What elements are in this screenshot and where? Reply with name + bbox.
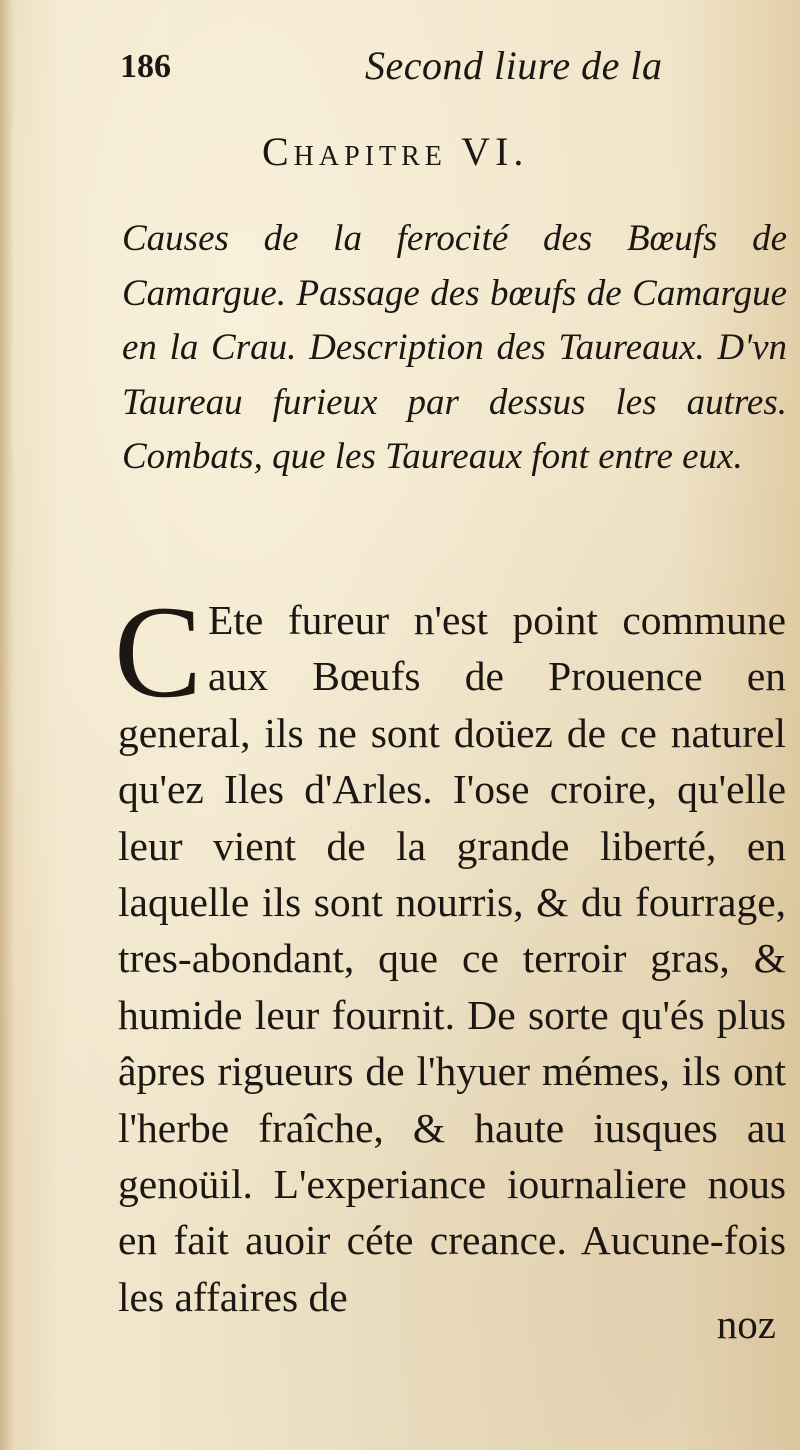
- body-text: Ete fureur n'est point commune aux Bœufs de Prouence en general, ils ne sont doüez de ce naturel qu'ez Iles d'Arles. I'ose croire, qu'elle leur vient de la grande liberté, en laquelle ils sont nourris, & du fourrage, tres-abondant, que ce terroir gras, & humide leur fournit. De sorte qu'és plus âpres rigueurs de l'hyuer mémes, ils ont l'herbe fraîche, & haute iusques au genoüil. L'experiance iournaliere nous en fait auoir céte creance. Aucune-fois les affaires de: [118, 597, 786, 1320]
- page-gutter-shadow: [0, 0, 14, 1450]
- chapter-summary: Causes de la ferocité des Bœufs de Camargue. Passage des bœufs de Camargue en la Crau. Description des Taureaux. D'vn Taureau furieux par dessus les autres. Combats, que les Taureaux font entre eux.: [122, 218, 787, 477]
- body-paragraph: [114, 578, 786, 1325]
- chapter-title: Chapitre VI.: [262, 129, 529, 174]
- catchword: noz: [716, 1301, 776, 1347]
- drop-cap: C: [114, 578, 203, 725]
- running-title: Second liure de la: [365, 43, 663, 88]
- running-head: [120, 42, 760, 102]
- page-number: 186: [120, 48, 171, 85]
